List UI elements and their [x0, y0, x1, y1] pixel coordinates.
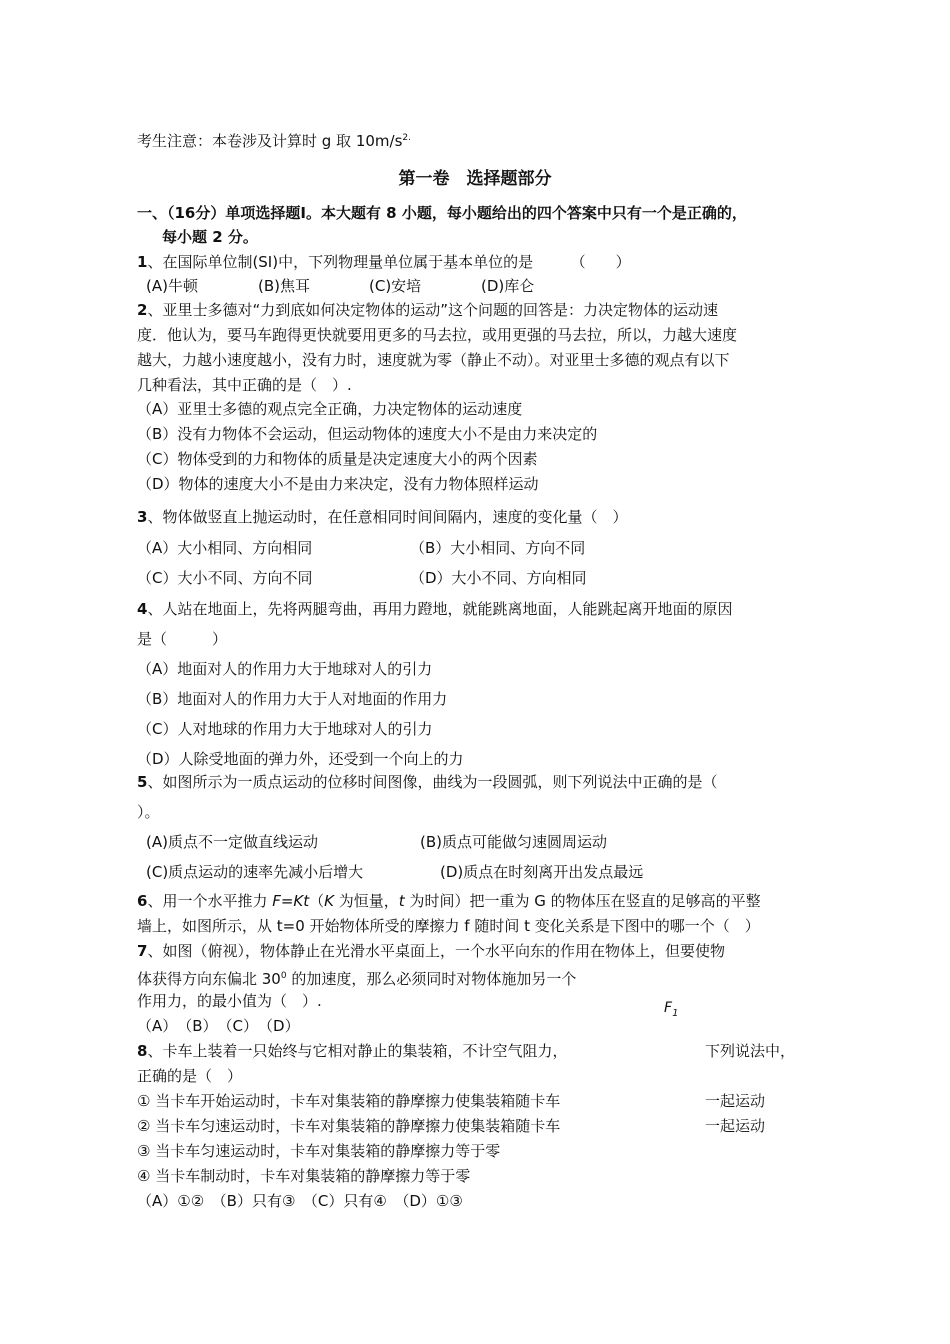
q5-option-c: (C)质点运动的速率先减小后增大 [146, 863, 364, 881]
q7-f1-label [664, 998, 678, 1024]
q4-number: 4 [137, 600, 148, 618]
q4-text-1: 、人站在地面上，先将两腿弯曲，再用力蹬地，就能跳离地面，人能跳起离开地面的原因 [147, 600, 733, 618]
q4-option-d: （D）人除受地面的弹力外，还受到一个向上的力 [137, 750, 464, 768]
q8-text-1a: 、卡车上装着一只始终与它相对静止的集装箱，不计空气阻力， [147, 1042, 568, 1060]
q2-stem-line3: 越大，力越小速度越小，没有力时，速度就为零（静止不动）。对亚里士多德的观点有以下 [137, 351, 730, 369]
q6-formula: F=Kt [272, 892, 310, 910]
q8-statement-4: ④ 当卡车制动时，卡车对集装箱的静摩擦力等于零 [137, 1167, 471, 1185]
q2-option-b: （B）没有力物体不会运动，但运动物体的速度大小不是由力来决定的 [137, 425, 598, 443]
q2-option-c: （C）物体受到的力和物体的质量是决定速度大小的两个因素 [137, 450, 538, 468]
q4-option-c: （C）人对地球的作用力大于地球对人的引力 [137, 720, 433, 738]
q5-stem-line1 [137, 772, 717, 792]
q8-statement-1-tail: 一起运动 [705, 1092, 766, 1110]
q5-option-a: (A)质点不一定做直线运动 [146, 833, 318, 851]
q2-option-a: （A）亚里士多德的观点完全正确，力决定物体的运动速度 [137, 400, 523, 418]
q1-number: 1 [137, 253, 148, 271]
q7-number: 7 [137, 942, 148, 960]
q3-option-c: （C）大小不同、方向不同 [137, 569, 313, 587]
section-title: 第一卷 选择题部分 [398, 169, 552, 189]
q7-stem-line2 [137, 966, 576, 989]
q1-option-a: (A)牛顿 [146, 277, 198, 295]
q3-option-d: （D）大小不同、方向相同 [410, 569, 587, 587]
q5-number: 5 [137, 773, 148, 791]
q1-option-b: (B)焦耳 [258, 277, 310, 295]
q2-stem-line1 [137, 300, 718, 320]
exam-notice [137, 128, 411, 151]
q6-text-a: 、用一个水平推力 [147, 892, 273, 910]
q8-stem-line1-tail: 下列说法中， [705, 1042, 796, 1060]
q5-text-1: 、如图所示为一质点运动的位移时间图像，曲线为一段圆弧，则下列说法中正确的是（ [147, 773, 718, 791]
notice-text: 考生注意：本卷涉及计算时 g 取 10m/s [137, 132, 403, 150]
q6-stem-line1 [137, 891, 761, 911]
q8-number: 8 [137, 1042, 148, 1060]
q2-stem-line4: 几种看法，其中正确的是（ ）. [137, 376, 352, 394]
q4-option-a: （A）地面对人的作用力大于地球对人的引力 [137, 660, 433, 678]
q3-option-b: （B）大小相同、方向不同 [410, 539, 586, 557]
q6-text-d: 为时间）把一重为 G 的物体压在竖直的足够高的平整 [404, 892, 761, 910]
q8-stem-line1 [137, 1041, 567, 1061]
q5-stem-line2: ）。 [137, 803, 160, 821]
q3-option-a: （A）大小相同、方向相同 [137, 539, 313, 557]
q7-text-2b: 的加速度，那么必须同时对物体施加另一个 [286, 970, 577, 988]
q1-option-d: (D)库仑 [481, 277, 535, 295]
q6-text-b: （ [309, 892, 325, 910]
q7-f1-sub: 1 [672, 1007, 679, 1019]
q6-stem-line2: 墙上，如图所示，从 t=0 开始物体所受的摩擦力 f 随时间 t 变化关系是下图中的哪一个（ ） [137, 917, 760, 935]
q1-option-c: (C)安培 [369, 277, 422, 295]
q4-stem-line2: 是（ ） [137, 630, 228, 648]
q4-stem-line1 [137, 599, 732, 619]
q7-stem-line3: 作用力，的最小值为（ ）. [137, 992, 322, 1010]
q8-statement-2: ② 当卡车匀速运动时，卡车对集装箱的静摩擦力使集装箱随卡车 [137, 1117, 561, 1135]
q2-stem-line2: 度．他认为，要马车跑得更快就要用更多的马去拉，或用更强的马去拉，所以，力越大速度 [137, 326, 738, 344]
q8-statement-1: ① 当卡车开始运动时，卡车对集装箱的静摩擦力使集装箱随卡车 [137, 1092, 561, 1110]
part-heading-line1: 一、（16分）单项选择题Ⅰ。本大题有 8 小题，每小题给出的四个答案中只有一个是正确的， [137, 204, 747, 222]
part-heading-line2: 每小题 2 分。 [162, 228, 258, 246]
q7-stem-line1 [137, 941, 725, 961]
q2-option-d: （D）物体的速度大小不是由力来决定，没有力物体照样运动 [137, 475, 539, 493]
q7-degree-sup: 0 [280, 971, 287, 981]
q4-option-b: （B）地面对人的作用力大于人对地面的作用力 [137, 690, 448, 708]
q6-text-c: 为恒量， [334, 892, 399, 910]
notice-sup: 2. [402, 133, 411, 143]
q6-number: 6 [137, 892, 148, 910]
q7-f1: F [664, 1000, 673, 1016]
q8-statement-3: ③ 当卡车匀速运动时，卡车对集装箱的静摩擦力等于零 [137, 1142, 501, 1160]
q8-options: （A）①② （B）只有③ （C）只有④ （D）①③ [137, 1192, 463, 1210]
q7-text-1: 、如图（俯视），物体静止在光滑水平桌面上，一个水平向东的作用在物体上，但要使物 [147, 942, 725, 960]
q6-k: K [324, 892, 334, 910]
q8-statement-2-tail: 一起运动 [705, 1117, 766, 1135]
q2-text-1: 、亚里士多德对“力到底如何决定物体的运动”这个问题的回答是：力决定物体的运动速 [147, 301, 718, 319]
q6-t: t [398, 892, 405, 910]
q7-text-2a: 体获得方向东偏北 30 [137, 970, 281, 988]
q5-option-d: (D)质点在时刻离开出发点最远 [440, 863, 644, 881]
q1-text: 、在国际单位制(SI)中，下列物理量单位属于基本单位的是 （ ） [147, 253, 631, 271]
q8-stem-line2: 正确的是（ ） [137, 1067, 243, 1085]
q3-text: 、物体做竖直上抛运动时，在任意相同时间间隔内，速度的变化量（ ） [147, 508, 628, 526]
q3-number: 3 [137, 508, 148, 526]
q7-options: （A） （B） （C） （D） [137, 1017, 300, 1035]
q5-option-b: (B)质点可能做匀速圆周运动 [420, 833, 607, 851]
q1-stem [137, 252, 631, 272]
q2-number: 2 [137, 301, 148, 319]
q3-stem [137, 507, 627, 527]
